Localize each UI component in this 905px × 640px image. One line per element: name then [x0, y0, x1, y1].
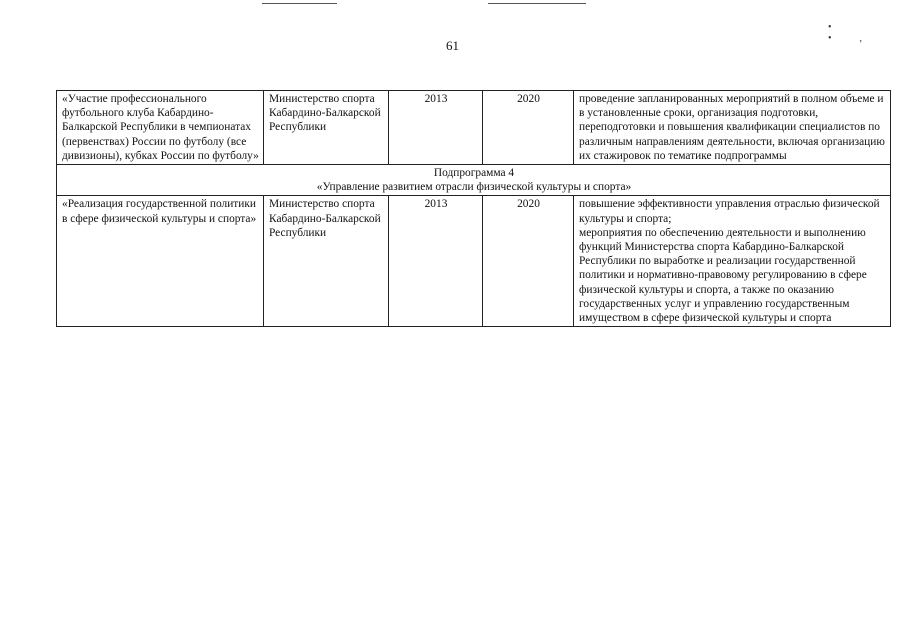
start-year-cell: 2013: [389, 91, 483, 165]
program-table: [56, 90, 891, 327]
page-number: 61: [446, 38, 459, 53]
result-line: мероприятия по обеспечению деятельности и выполнению функций Министерства спорта Кабардино-Балкарской Республики по выработке и реализации государственной политики и нормативно-правовому регулированию в сфере физической культуры и спорта, а также по оказанию государственных услуг и управлению государственным имуществом в сфере физической культуры и спорта: [579, 226, 867, 325]
subprogram-title: «Управление развитием отрасли физической культуры и спорта»: [316, 181, 632, 194]
executor-cell: Министерство спорта Кабардино-Балкарской Республики: [264, 91, 389, 165]
result-cell: проведение запланированных мероприятий в полном объеме и в установленные сроки, организация подготовки, переподготовки и повышения квалификации специалистов по различным направлениям деятельности, включая организацию их стажировок по тематике подпрограммы: [574, 91, 891, 165]
scan-line-left: [262, 3, 337, 4]
result-line: повышение эффективности управления отраслью физической культуры и спорта;: [579, 198, 880, 225]
event-cell: «Участие профессионального футбольного клуба Кабардино-Балкарской Республики в чемпионатах (первенствах) России по футболу (все дивизионы), кубках России по футболу»: [57, 91, 264, 165]
subprogram-heading: Подпрограмма 4: [433, 167, 515, 180]
corner-marks: • •,: [828, 22, 891, 44]
table-row: [57, 91, 891, 165]
start-year-cell: 2013: [389, 196, 483, 327]
table-row: [57, 196, 891, 327]
scan-line-right: [488, 3, 586, 4]
executor-cell: Министерство спорта Кабардино-Балкарской Республики: [264, 196, 389, 327]
result-cell: [574, 196, 891, 327]
event-cell: «Реализация государственной политики в сфере физической культуры и спорта»: [57, 196, 264, 327]
subprogram-cell: [57, 165, 891, 196]
subprogram-row: [57, 165, 891, 196]
end-year-cell: 2020: [483, 196, 574, 327]
end-year-cell: 2020: [483, 91, 574, 165]
